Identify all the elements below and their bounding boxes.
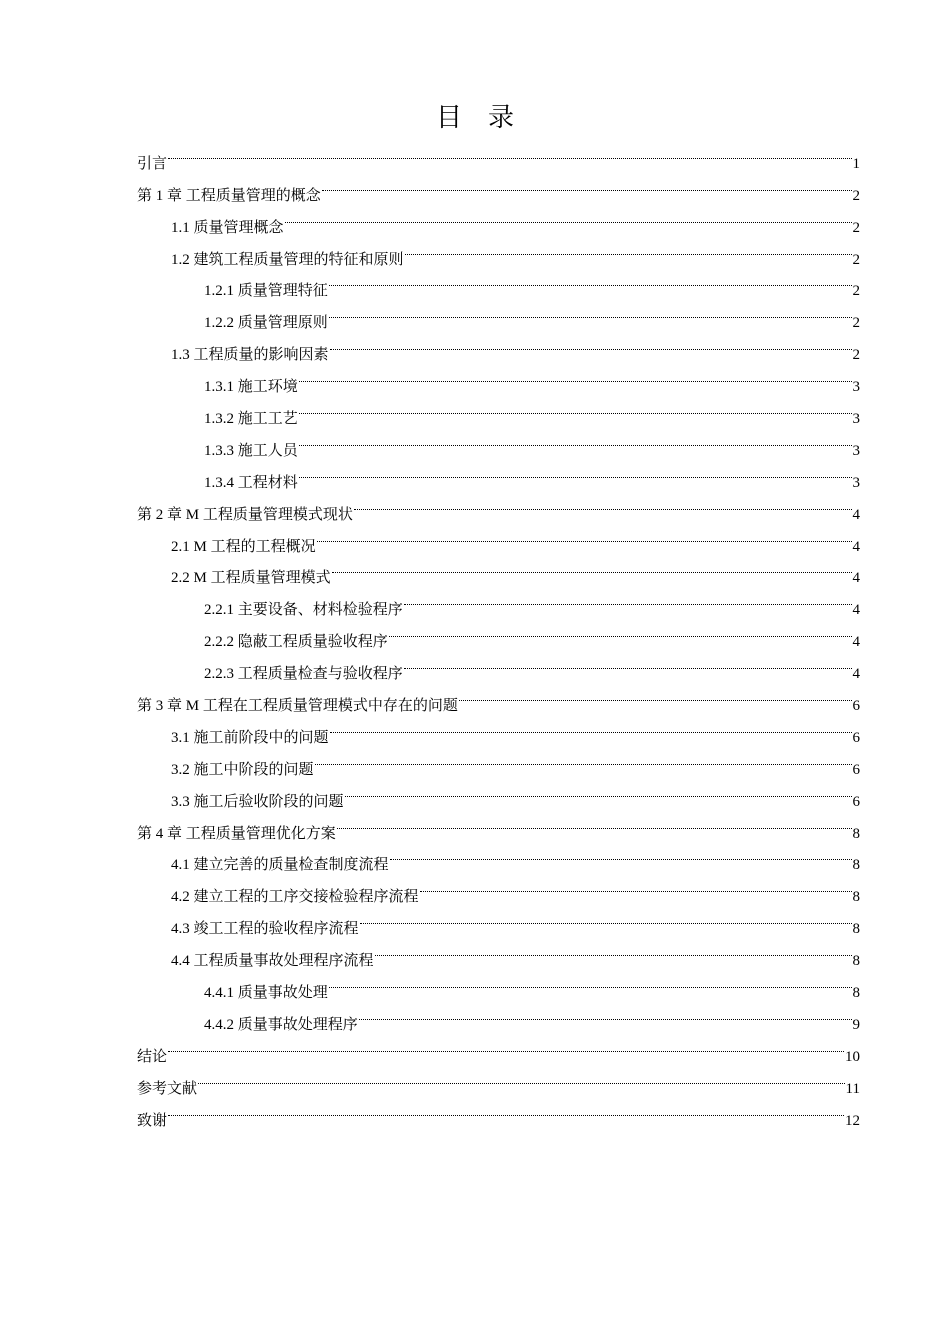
toc-entry[interactable] (137, 1061, 860, 1097)
toc-entry-page-number: 6 (852, 793, 860, 810)
toc-entry-label: 3.1 施工前阶段中的问题 (171, 729, 329, 746)
toc-entry-page-number: 4 (852, 506, 860, 523)
toc-dot-leader (374, 933, 853, 965)
toc-entry-page-number: 8 (852, 825, 860, 842)
toc-entry-label: 2.2 M 工程质量管理模式 (171, 570, 331, 587)
toc-entry-page-number: 1 (852, 155, 860, 172)
toc-entry-label: 引言 (137, 155, 168, 172)
toc-entry[interactable] (137, 1029, 860, 1065)
toc-dot-leader (388, 614, 853, 646)
toc-entry-label: 1.2 建筑工程质量管理的特征和原则 (171, 251, 404, 268)
toc-dot-leader (284, 200, 853, 232)
toc-entry-page-number: 2 (852, 347, 860, 364)
toc-title (0, 100, 950, 136)
toc-entry-label: 2.2.2 隐蔽工程质量验收程序 (204, 634, 388, 651)
toc-entry-page-number: 8 (852, 953, 860, 970)
toc-entry-page-number: 2 (852, 251, 860, 268)
toc-dot-leader (328, 965, 853, 997)
toc-dot-leader (389, 838, 853, 870)
toc-entry-page-number: 3 (852, 474, 860, 491)
toc-entry-page-number: 10 (845, 1048, 860, 1065)
toc-entry-label: 1.3.1 施工环境 (204, 379, 298, 396)
toc-dot-leader (331, 551, 853, 583)
toc-entry-page-number: 12 (845, 1112, 860, 1129)
toc-entry-page-number: 4 (852, 538, 860, 555)
toc-entry-label: 1.3 工程质量的影响因素 (171, 347, 329, 364)
toc-entry-page-number: 6 (852, 729, 860, 746)
toc-dot-leader (336, 806, 853, 838)
toc-dot-leader (298, 455, 853, 487)
toc-entry-label: 4.2 建立工程的工序交接检验程序流程 (171, 889, 419, 906)
toc-entry-label: 3.3 施工后验收阶段的问题 (171, 793, 344, 810)
toc-entry-label: 2.2.1 主要设备、材料检验程序 (204, 602, 403, 619)
toc-entry-label: 4.3 竣工工程的验收程序流程 (171, 921, 359, 938)
toc-entry-label: 2.2.3 工程质量检查与验收程序 (204, 666, 403, 683)
toc-dot-leader (344, 774, 853, 806)
toc-entry-page-number: 11 (845, 1080, 860, 1097)
toc-entry-label: 第 4 章 工程质量管理优化方案 (137, 825, 336, 842)
toc-entry-page-number: 8 (852, 889, 860, 906)
toc-entry-page-number: 8 (852, 985, 860, 1002)
toc-entry-label: 1.2.2 质量管理原则 (204, 315, 328, 332)
toc-entry-label: 1.3.4 工程材料 (204, 474, 298, 491)
toc-entry-page-number: 3 (852, 379, 860, 396)
toc-entry-label: 第 2 章 M 工程质量管理模式现状 (137, 506, 353, 523)
toc-entry-page-number: 6 (852, 698, 860, 715)
toc-dot-leader (328, 264, 853, 296)
toc-entry-label: 4.4.2 质量事故处理程序 (204, 1016, 358, 1033)
toc-dot-leader (353, 487, 853, 519)
toc-dot-leader (458, 678, 853, 710)
toc-entry-page-number: 4 (852, 602, 860, 619)
toc-dot-leader (419, 869, 853, 901)
toc-dot-leader (167, 136, 852, 168)
toc-dot-leader (298, 359, 853, 391)
toc-entry[interactable] (137, 168, 860, 204)
toc-entry-label: 第 1 章 工程质量管理的概念 (137, 187, 321, 204)
toc-dot-leader (359, 901, 853, 933)
toc-list (137, 136, 860, 1129)
toc-entry-page-number: 2 (852, 315, 860, 332)
toc-entry-label: 结论 (137, 1048, 168, 1065)
toc-entry-page-number: 2 (852, 283, 860, 300)
toc-dot-leader (316, 519, 853, 551)
toc-entry-page-number: 9 (852, 1016, 860, 1033)
toc-entry-label: 4.4 工程质量事故处理程序流程 (171, 953, 374, 970)
toc-entry-page-number: 4 (852, 570, 860, 587)
toc-entry-label: 2.1 M 工程的工程概况 (171, 538, 316, 555)
toc-entry-page-number: 2 (852, 187, 860, 204)
toc-dot-leader (358, 997, 853, 1029)
toc-entry-page-number: 8 (852, 857, 860, 874)
toc-dot-leader (314, 742, 853, 774)
toc-entry-label: 4.4.1 质量事故处理 (204, 985, 328, 1002)
toc-dot-leader (404, 232, 853, 264)
toc-entry-label: 1.2.1 质量管理特征 (204, 283, 328, 300)
toc-dot-leader (328, 295, 853, 327)
toc-entry-label: 1.3.2 施工工艺 (204, 411, 298, 428)
toc-entry-page-number: 2 (852, 219, 860, 236)
toc-dot-leader (167, 1093, 845, 1125)
toc-entry-page-number: 3 (852, 411, 860, 428)
toc-entry-label: 第 3 章 M 工程在工程质量管理模式中存在的问题 (137, 698, 458, 715)
toc-entry-page-number: 4 (852, 666, 860, 683)
toc-dot-leader (298, 423, 853, 455)
toc-dot-leader (167, 1029, 845, 1061)
toc-dot-leader (329, 710, 853, 742)
toc-entry-label: 1.1 质量管理概念 (171, 219, 284, 236)
toc-entry-label: 致谢 (137, 1112, 168, 1129)
toc-entry[interactable] (137, 136, 860, 172)
toc-entry-page-number: 6 (852, 761, 860, 778)
toc-entry-label: 参考文献 (137, 1080, 198, 1097)
toc-dot-leader (298, 391, 853, 423)
toc-entry-label: 3.2 施工中阶段的问题 (171, 761, 314, 778)
toc-entry-page-number: 3 (852, 442, 860, 459)
toc-title-char-2: 录 (488, 103, 515, 132)
toc-dot-leader (403, 582, 853, 614)
toc-dot-leader (321, 168, 853, 200)
toc-dot-leader (197, 1061, 846, 1093)
toc-dot-leader (329, 327, 853, 359)
toc-entry-page-number: 8 (852, 921, 860, 938)
toc-entry-label: 1.3.3 施工人员 (204, 442, 298, 459)
toc-dot-leader (403, 646, 853, 678)
toc-title-char-1: 目 (435, 103, 462, 132)
toc-entry[interactable] (137, 1093, 860, 1129)
toc-entry-page-number: 4 (852, 634, 860, 651)
toc-entry-label: 4.1 建立完善的质量检查制度流程 (171, 857, 389, 874)
